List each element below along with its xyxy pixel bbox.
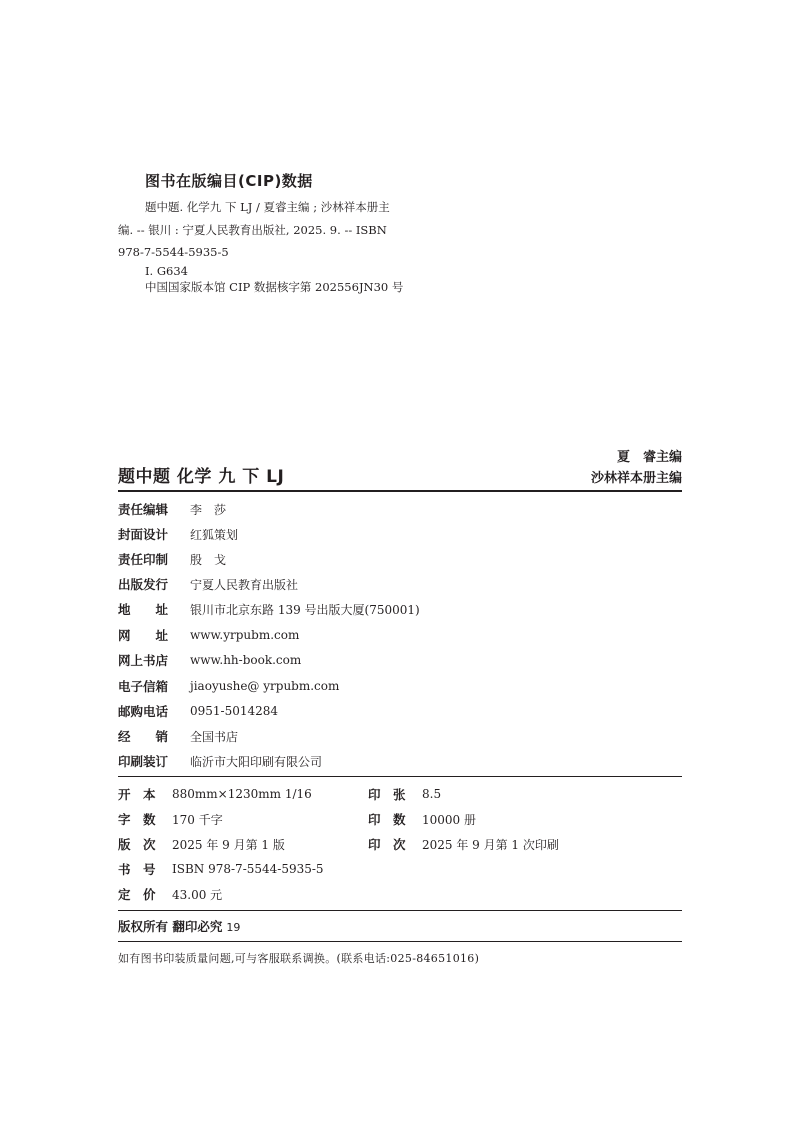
cip-line: 中国国家版本馆 CIP 数据核字第 202556JN30 号 [145,280,404,294]
credit-row [118,726,238,746]
spec-label: 书 号 [118,862,156,877]
spec-label: 定 价 [118,887,156,902]
credit-label: 网 址 [118,628,169,643]
cip-line: 编. -- 银川 : 宁夏人民教育出版社, 2025. 9. -- ISBN [118,223,387,237]
credit-value: 李 莎 [190,502,227,517]
credit-value: 宁夏人民教育出版社 [190,577,299,592]
credit-value: 临沂市大阳印刷有限公司 [190,754,323,769]
phone-number: 0951-5014284 [190,704,279,718]
footer-note: 如有图书印装质量问题,可与客服联系调换。(联系电话:025-84651016) [118,952,480,965]
credit-value: 殷 戈 [190,552,227,567]
isbn-value: ISBN 978-7-5544-5935-5 [172,862,324,876]
spec-row [118,784,441,804]
credit-label: 责任编辑 [118,502,169,517]
cip-line: 978-7-5544-5935-5 [118,245,229,259]
credit-row [118,524,238,544]
spec-row [118,884,368,904]
spec-value: 2025 年 9 月第 1 次印刷 [422,837,559,852]
credit-row [118,751,322,771]
spec-value: 8.5 [422,787,442,801]
divider [118,776,682,777]
credit-value: 银川市北京东路 139 号出版大厦(750001) [190,602,420,617]
credit-value: 全国书店 [190,729,239,744]
cip-title: 图书在版编目(CIP)数据 [145,172,313,190]
credit-label: 印刷装订 [118,754,169,769]
book-title: 题中题 化学 九 下 LJ [118,467,285,487]
credit-label: 网上书店 [118,653,169,668]
credit-label: 出版发行 [118,577,169,592]
spec-row [118,834,559,854]
rights-code: 19 [226,921,241,934]
cip-line: 题中题. 化学九 下 LJ / 夏睿主编 ; 沙林祥本册主 [145,200,390,214]
spec-row [118,859,368,879]
bookstore-link: www.hh-book.com [190,653,302,667]
credit-row [118,499,226,519]
spec-value: 2025 年 9 月第 1 版 [172,837,285,852]
website-link: www.yrpubm.com [190,628,300,642]
spec-label: 印 次 [368,837,406,852]
rights-statement [118,917,240,935]
chief-editor: 夏 睿主编 [616,450,682,465]
credit-label: 封面设计 [118,527,169,542]
spec-label: 印 数 [368,812,406,827]
credit-label: 地 址 [118,602,169,617]
spec-label: 字 数 [118,812,156,827]
credit-label: 经 销 [118,729,169,744]
divider [118,490,682,492]
divider [118,910,682,911]
spec-value: 880mm×1230mm 1/16 [172,787,312,801]
credit-row [118,574,298,594]
spec-label: 开 本 [118,787,156,802]
credit-row [118,650,301,670]
email-address: jiaoyushe@ yrpubm.com [190,679,340,693]
credit-row [118,549,226,569]
divider [118,941,682,942]
credit-label: 电子信箱 [118,679,169,694]
spec-label: 印 张 [368,787,406,802]
spec-value: 10000 册 [422,812,476,827]
credit-label: 邮购电话 [118,704,169,719]
credit-row [118,599,420,619]
credit-value: 红狐策划 [190,527,239,542]
price-value: 43.00 元 [172,887,223,902]
credit-row [118,701,278,721]
spec-value: 170 千字 [172,812,223,827]
credit-row [118,625,299,645]
volume-editor: 沙林祥本册主编 [590,471,682,486]
cip-line: Ⅰ. G634 [145,264,188,278]
credit-label: 责任印制 [118,552,169,567]
spec-label: 版 次 [118,837,156,852]
rights-text: 版权所有 翻印必究 [118,919,223,934]
credit-row [118,676,339,696]
spec-row [118,809,476,829]
